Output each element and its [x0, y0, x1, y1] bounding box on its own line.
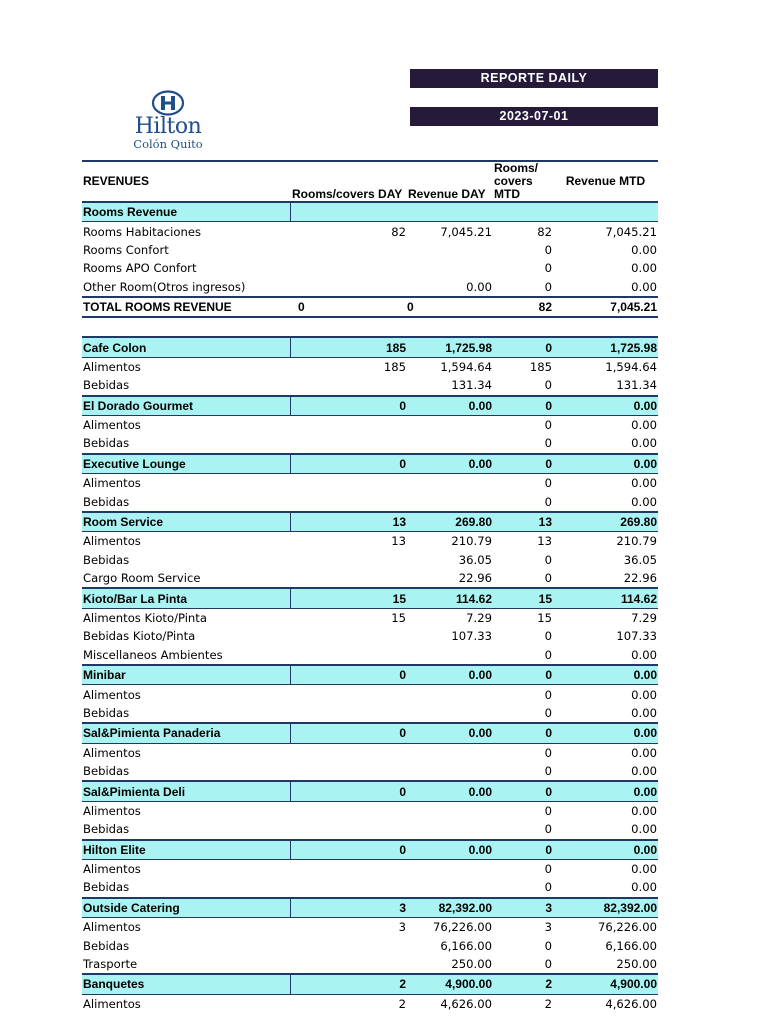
revenue-mtd: 0.00 — [631, 803, 657, 818]
row-label: Bebidas — [83, 880, 130, 895]
revenue-day: 7.29 — [466, 611, 492, 625]
table-row — [82, 936, 658, 954]
revenue-mtd: 0.00 — [631, 764, 657, 779]
revenue-mtd: 0.00 — [631, 242, 657, 257]
table-row — [82, 820, 658, 839]
revenue-day — [407, 259, 493, 277]
rooms-covers-day — [290, 685, 407, 704]
section-rooms-revenue — [82, 202, 658, 222]
table-row — [82, 627, 658, 645]
section-revenue-mtd: 0.00 — [553, 723, 658, 743]
rooms-covers-day: 13 — [391, 534, 406, 549]
table-row — [82, 955, 658, 974]
rooms-covers-day — [290, 241, 407, 259]
section-rooms-covers-mtd: 0 — [493, 337, 553, 357]
row-label: Bebidas — [83, 436, 130, 451]
rooms-covers-day: 15 — [391, 611, 406, 625]
rooms-covers-day — [290, 492, 407, 511]
rooms-covers-mtd: 0 — [544, 378, 552, 393]
rooms-covers-day — [290, 627, 407, 645]
table-row — [82, 357, 658, 376]
section-outlet — [82, 781, 658, 801]
section-rooms-covers-day: 0 — [290, 454, 407, 474]
table-row — [82, 704, 658, 723]
section-outlet — [82, 588, 658, 608]
rooms-covers-mtd: 0 — [544, 880, 552, 895]
rooms-covers-day — [290, 569, 407, 588]
section-rooms-covers-day: 0 — [290, 723, 407, 743]
rooms-covers-mtd: 0 — [544, 279, 552, 294]
rooms-covers-mtd: 15 — [537, 611, 552, 625]
header-revenue-day: Revenue DAY — [407, 161, 493, 202]
table-row — [82, 859, 658, 878]
row-label: Alimentos — [83, 862, 141, 877]
revenue-day — [407, 801, 493, 820]
total-rooms-revenue-row — [82, 297, 658, 317]
header-rooms-day: Rooms/covers DAY — [290, 161, 407, 202]
section-rooms-covers-mtd: 2 — [493, 974, 553, 994]
revenue-day: 0 — [407, 297, 493, 317]
row-label: Alimentos — [83, 359, 141, 374]
section-revenue-day: 0.00 — [407, 840, 493, 860]
revenue-day — [407, 878, 493, 897]
row-label: Alimentos — [83, 418, 141, 433]
section-revenue-mtd: 0.00 — [553, 840, 658, 860]
row-label: Alimentos — [83, 920, 141, 935]
rooms-covers-day — [290, 820, 407, 839]
row-label: Other Room(Otros ingresos) — [83, 279, 246, 294]
row-label: Bebidas — [83, 938, 130, 953]
rooms-covers-mtd: 3 — [544, 920, 552, 935]
row-label: Rooms APO Confort — [83, 261, 197, 276]
section-revenue-mtd: 1,725.98 — [553, 337, 658, 357]
section-outlet — [82, 512, 658, 532]
rooms-covers-day: 2 — [398, 996, 406, 1011]
revenue-day: 131.34 — [451, 378, 492, 393]
section-rooms-covers-mtd: 3 — [493, 898, 553, 918]
row-label: Alimentos — [83, 996, 141, 1011]
table-row — [82, 241, 658, 259]
section-revenue-day: 0.00 — [407, 454, 493, 474]
section-revenue-mtd: 0.00 — [553, 665, 658, 685]
revenue-mtd: 0.00 — [631, 647, 657, 662]
section-rooms-covers-day: 0 — [290, 840, 407, 860]
section-revenue-mtd: 0.00 — [553, 454, 658, 474]
row-label: Bebidas Kioto/Pinta — [83, 629, 196, 644]
row-label: Alimentos — [83, 476, 141, 491]
row-label: Bebidas — [83, 378, 130, 393]
rooms-covers-mtd: 0 — [544, 764, 552, 779]
revenue-mtd: 0.00 — [631, 745, 657, 760]
revenue-mtd: 0.00 — [631, 279, 657, 294]
row-label: Rooms Confort — [83, 242, 169, 257]
revenue-day: 7,045.21 — [440, 224, 492, 239]
rooms-covers-day — [290, 415, 407, 434]
table-row — [82, 259, 658, 277]
section-outlet — [82, 396, 658, 416]
section-title: Rooms Revenue — [82, 202, 290, 222]
table-row — [82, 878, 658, 897]
table-row — [82, 646, 658, 665]
revenue-day: 250.00 — [451, 957, 492, 972]
revenue-day — [407, 646, 493, 665]
revenue-day: 107.33 — [451, 629, 492, 644]
revenue-mtd: 1,594.64 — [605, 359, 657, 374]
section-title: El Dorado Gourmet — [82, 396, 290, 416]
section-title: Cafe Colon — [82, 337, 290, 357]
revenue-mtd: 7,045.21 — [605, 224, 657, 239]
rooms-covers-day: 185 — [383, 359, 406, 374]
section-outlet — [82, 337, 658, 357]
revenue-mtd: 0.00 — [631, 880, 657, 895]
section-title: Hilton Elite — [82, 840, 290, 860]
revenue-mtd: 250.00 — [616, 957, 657, 972]
revenue-day: 1,594.64 — [440, 359, 492, 374]
revenue-mtd: 0.00 — [631, 436, 657, 451]
revenue-mtd: 0.00 — [631, 418, 657, 433]
rooms-covers-mtd: 0 — [544, 647, 552, 662]
rooms-covers-day — [290, 955, 407, 974]
header-revenues: REVENUES — [82, 161, 290, 202]
revenue-mtd: 4,626.00 — [605, 996, 657, 1011]
logo-brand: Hilton — [134, 114, 202, 139]
revenue-mtd: 36.05 — [623, 552, 657, 567]
table-row — [82, 608, 658, 627]
table-row — [82, 551, 658, 569]
section-revenue-day: 269.80 — [407, 512, 493, 532]
section-title: Sal&Pimienta Panaderia — [82, 723, 290, 743]
section-revenue-day: 82,392.00 — [407, 898, 493, 918]
section-revenue-mtd: 82,392.00 — [553, 898, 658, 918]
revenue-day: 210.79 — [451, 534, 492, 549]
rooms-covers-mtd: 0 — [544, 418, 552, 433]
section-rooms-covers-mtd: 0 — [493, 723, 553, 743]
revenue-day: 76,226.00 — [432, 920, 492, 935]
section-rooms-covers-day: 0 — [290, 396, 407, 416]
rooms-covers-day — [290, 704, 407, 723]
section-rooms-covers-mtd: 0 — [493, 781, 553, 801]
revenue-mtd: 7.29 — [631, 611, 657, 625]
revenue-mtd: 210.79 — [616, 534, 657, 549]
rooms-covers-day — [290, 859, 407, 878]
section-title: Banquetes — [82, 974, 290, 994]
section-revenue-day: 0.00 — [407, 723, 493, 743]
table-row — [82, 492, 658, 511]
rooms-covers-mtd: 185 — [529, 359, 552, 374]
section-rooms-covers-day: 185 — [290, 337, 407, 357]
rooms-covers-day — [290, 434, 407, 453]
rooms-covers-day — [290, 278, 407, 297]
row-label: Cargo Room Service — [83, 571, 201, 586]
row-label: Trasporte — [83, 957, 138, 972]
revenue-mtd: 0.00 — [631, 687, 657, 702]
row-label: Rooms Habitaciones — [83, 224, 202, 239]
section-title: Kioto/Bar La Pinta — [82, 588, 290, 608]
section-rooms-covers-mtd: 0 — [493, 840, 553, 860]
revenue-day — [407, 415, 493, 434]
section-rooms-covers-day: 13 — [290, 512, 407, 532]
revenue-mtd: 0.00 — [631, 705, 657, 720]
revenue-day: 36.05 — [458, 552, 492, 567]
rooms-covers-mtd: 0 — [544, 494, 552, 509]
report-date-bar: 2023-07-01 — [410, 107, 658, 126]
revenue-mtd: 7,045.21 — [553, 297, 658, 317]
revenue-day — [407, 434, 493, 453]
row-label: Alimentos — [83, 534, 141, 549]
row-label: Bebidas — [83, 552, 130, 567]
table-row — [82, 685, 658, 704]
spacer-row — [82, 317, 658, 337]
section-rooms-covers-mtd: 0 — [493, 454, 553, 474]
table-row — [82, 532, 658, 551]
section-rooms-covers-day: 3 — [290, 898, 407, 918]
row-label: Alimentos — [83, 803, 141, 818]
section-rooms-covers-mtd: 0 — [493, 665, 553, 685]
rooms-covers-mtd: 0 — [544, 242, 552, 257]
revenue-mtd: 0.00 — [631, 862, 657, 877]
row-label: Alimentos — [83, 745, 141, 760]
section-revenue-mtd: 269.80 — [553, 512, 658, 532]
table-row — [82, 434, 658, 453]
section-revenue-day: 114.62 — [407, 588, 493, 608]
row-label: Alimentos — [83, 687, 141, 702]
rooms-covers-day — [290, 743, 407, 762]
section-revenue-mtd: 4,900.00 — [553, 974, 658, 994]
row-label: Bebidas — [83, 764, 130, 779]
row-label: TOTAL ROOMS REVENUE — [82, 297, 290, 317]
row-label: Bebidas — [83, 705, 130, 720]
revenue-mtd: 131.34 — [616, 378, 657, 393]
section-outlet — [82, 723, 658, 743]
section-title: Outside Catering — [82, 898, 290, 918]
revenue-day — [407, 820, 493, 839]
rooms-covers-mtd: 0 — [544, 687, 552, 702]
revenue-day: 4,626.00 — [440, 996, 492, 1011]
table-row — [82, 918, 658, 937]
revenue-day — [407, 241, 493, 259]
section-outlet — [82, 454, 658, 474]
rooms-covers-mtd: 0 — [544, 476, 552, 491]
rooms-covers-day: 3 — [398, 920, 406, 935]
table-row — [82, 743, 658, 762]
table-row — [82, 222, 658, 241]
rooms-covers-day — [290, 801, 407, 820]
table-row — [82, 415, 658, 434]
section-rooms-covers-day: 15 — [290, 588, 407, 608]
revenue-day — [407, 685, 493, 704]
revenue-day — [407, 474, 493, 493]
rooms-covers-mtd: 0 — [544, 745, 552, 760]
section-revenue-day: 4,900.00 — [407, 974, 493, 994]
rooms-covers-mtd: 0 — [544, 571, 552, 586]
section-outlet — [82, 898, 658, 918]
revenue-day: 0.00 — [466, 279, 492, 294]
rooms-covers-day: 0 — [290, 297, 407, 317]
rooms-covers-day — [290, 646, 407, 665]
table-row — [82, 994, 658, 1013]
section-revenue-day: 0.00 — [407, 665, 493, 685]
section-title: Sal&Pimienta Deli — [82, 781, 290, 801]
rooms-covers-mtd: 0 — [544, 629, 552, 644]
revenue-table — [82, 160, 658, 1013]
table-header — [82, 161, 658, 202]
section-title: Executive Lounge — [82, 454, 290, 474]
revenue-mtd: 0.00 — [631, 822, 657, 837]
header-revenue-mtd: Revenue MTD — [553, 161, 658, 202]
rooms-covers-mtd: 0 — [544, 705, 552, 720]
rooms-covers-mtd: 82 — [537, 224, 552, 239]
revenue-day: 22.96 — [458, 571, 492, 586]
revenue-day — [407, 743, 493, 762]
row-label: Bebidas — [83, 822, 130, 837]
section-revenue-day: 0.00 — [407, 396, 493, 416]
revenue-mtd: 0.00 — [631, 476, 657, 491]
header-rooms-mtd: Rooms/ covers MTD — [493, 161, 553, 202]
rooms-covers-mtd: 0 — [544, 552, 552, 567]
section-rooms-covers-mtd: 15 — [493, 588, 553, 608]
rooms-covers-day — [290, 551, 407, 569]
revenue-mtd: 0.00 — [631, 494, 657, 509]
section-rooms-covers-day: 2 — [290, 974, 407, 994]
table-row — [82, 376, 658, 395]
revenue-mtd: 0.00 — [631, 261, 657, 276]
section-rooms-covers-day: 0 — [290, 781, 407, 801]
table-row — [82, 762, 658, 781]
revenue-day — [407, 859, 493, 878]
rooms-covers-mtd: 0 — [544, 938, 552, 953]
section-rooms-covers-day: 0 — [290, 665, 407, 685]
revenue-mtd: 76,226.00 — [597, 920, 657, 935]
rooms-covers-day — [290, 878, 407, 897]
revenue-day — [407, 762, 493, 781]
table-row — [82, 801, 658, 820]
hilton-logo — [128, 90, 208, 151]
revenue-mtd: 107.33 — [616, 629, 657, 644]
revenue-day — [407, 704, 493, 723]
row-label: Miscellaneos Ambientes — [83, 647, 223, 662]
rooms-covers-day — [290, 259, 407, 277]
section-revenue-day: 0.00 — [407, 781, 493, 801]
rooms-covers-mtd: 13 — [537, 534, 552, 549]
logo-location: Colón Quito — [133, 137, 203, 151]
row-label: Bebidas — [83, 494, 130, 509]
revenue-day: 6,166.00 — [440, 938, 492, 953]
table-row — [82, 474, 658, 493]
rooms-covers-day: 82 — [391, 224, 406, 239]
rooms-covers-mtd: 0 — [544, 436, 552, 451]
rooms-covers-day — [290, 762, 407, 781]
rooms-covers-mtd: 0 — [544, 957, 552, 972]
rooms-covers-day — [290, 936, 407, 954]
rooms-covers-mtd: 0 — [544, 822, 552, 837]
rooms-covers-mtd: 2 — [544, 996, 552, 1011]
revenue-day — [407, 492, 493, 511]
report-title-bar: REPORTE DAILY — [410, 69, 658, 88]
revenue-mtd: 22.96 — [623, 571, 657, 586]
rooms-covers-day — [290, 376, 407, 395]
rooms-covers-mtd: 0 — [544, 862, 552, 877]
rooms-covers-mtd: 0 — [544, 261, 552, 276]
section-revenue-day: 1,725.98 — [407, 337, 493, 357]
section-title: Minibar — [82, 665, 290, 685]
section-revenue-mtd: 0.00 — [553, 396, 658, 416]
revenue-mtd: 6,166.00 — [605, 938, 657, 953]
section-title: Room Service — [82, 512, 290, 532]
rooms-covers-mtd: 0 — [544, 803, 552, 818]
section-rooms-covers-mtd: 13 — [493, 512, 553, 532]
hilton-emblem-icon — [151, 90, 185, 116]
row-label: Alimentos Kioto/Pinta — [83, 611, 207, 625]
section-revenue-mtd: 0.00 — [553, 781, 658, 801]
table-row — [82, 569, 658, 588]
section-rooms-covers-mtd: 0 — [493, 396, 553, 416]
section-revenue-mtd: 114.62 — [553, 588, 658, 608]
section-outlet — [82, 665, 658, 685]
section-outlet — [82, 840, 658, 860]
rooms-covers-day — [290, 474, 407, 493]
table-row — [82, 278, 658, 297]
section-outlet — [82, 974, 658, 994]
rooms-covers-mtd: 82 — [493, 297, 553, 317]
